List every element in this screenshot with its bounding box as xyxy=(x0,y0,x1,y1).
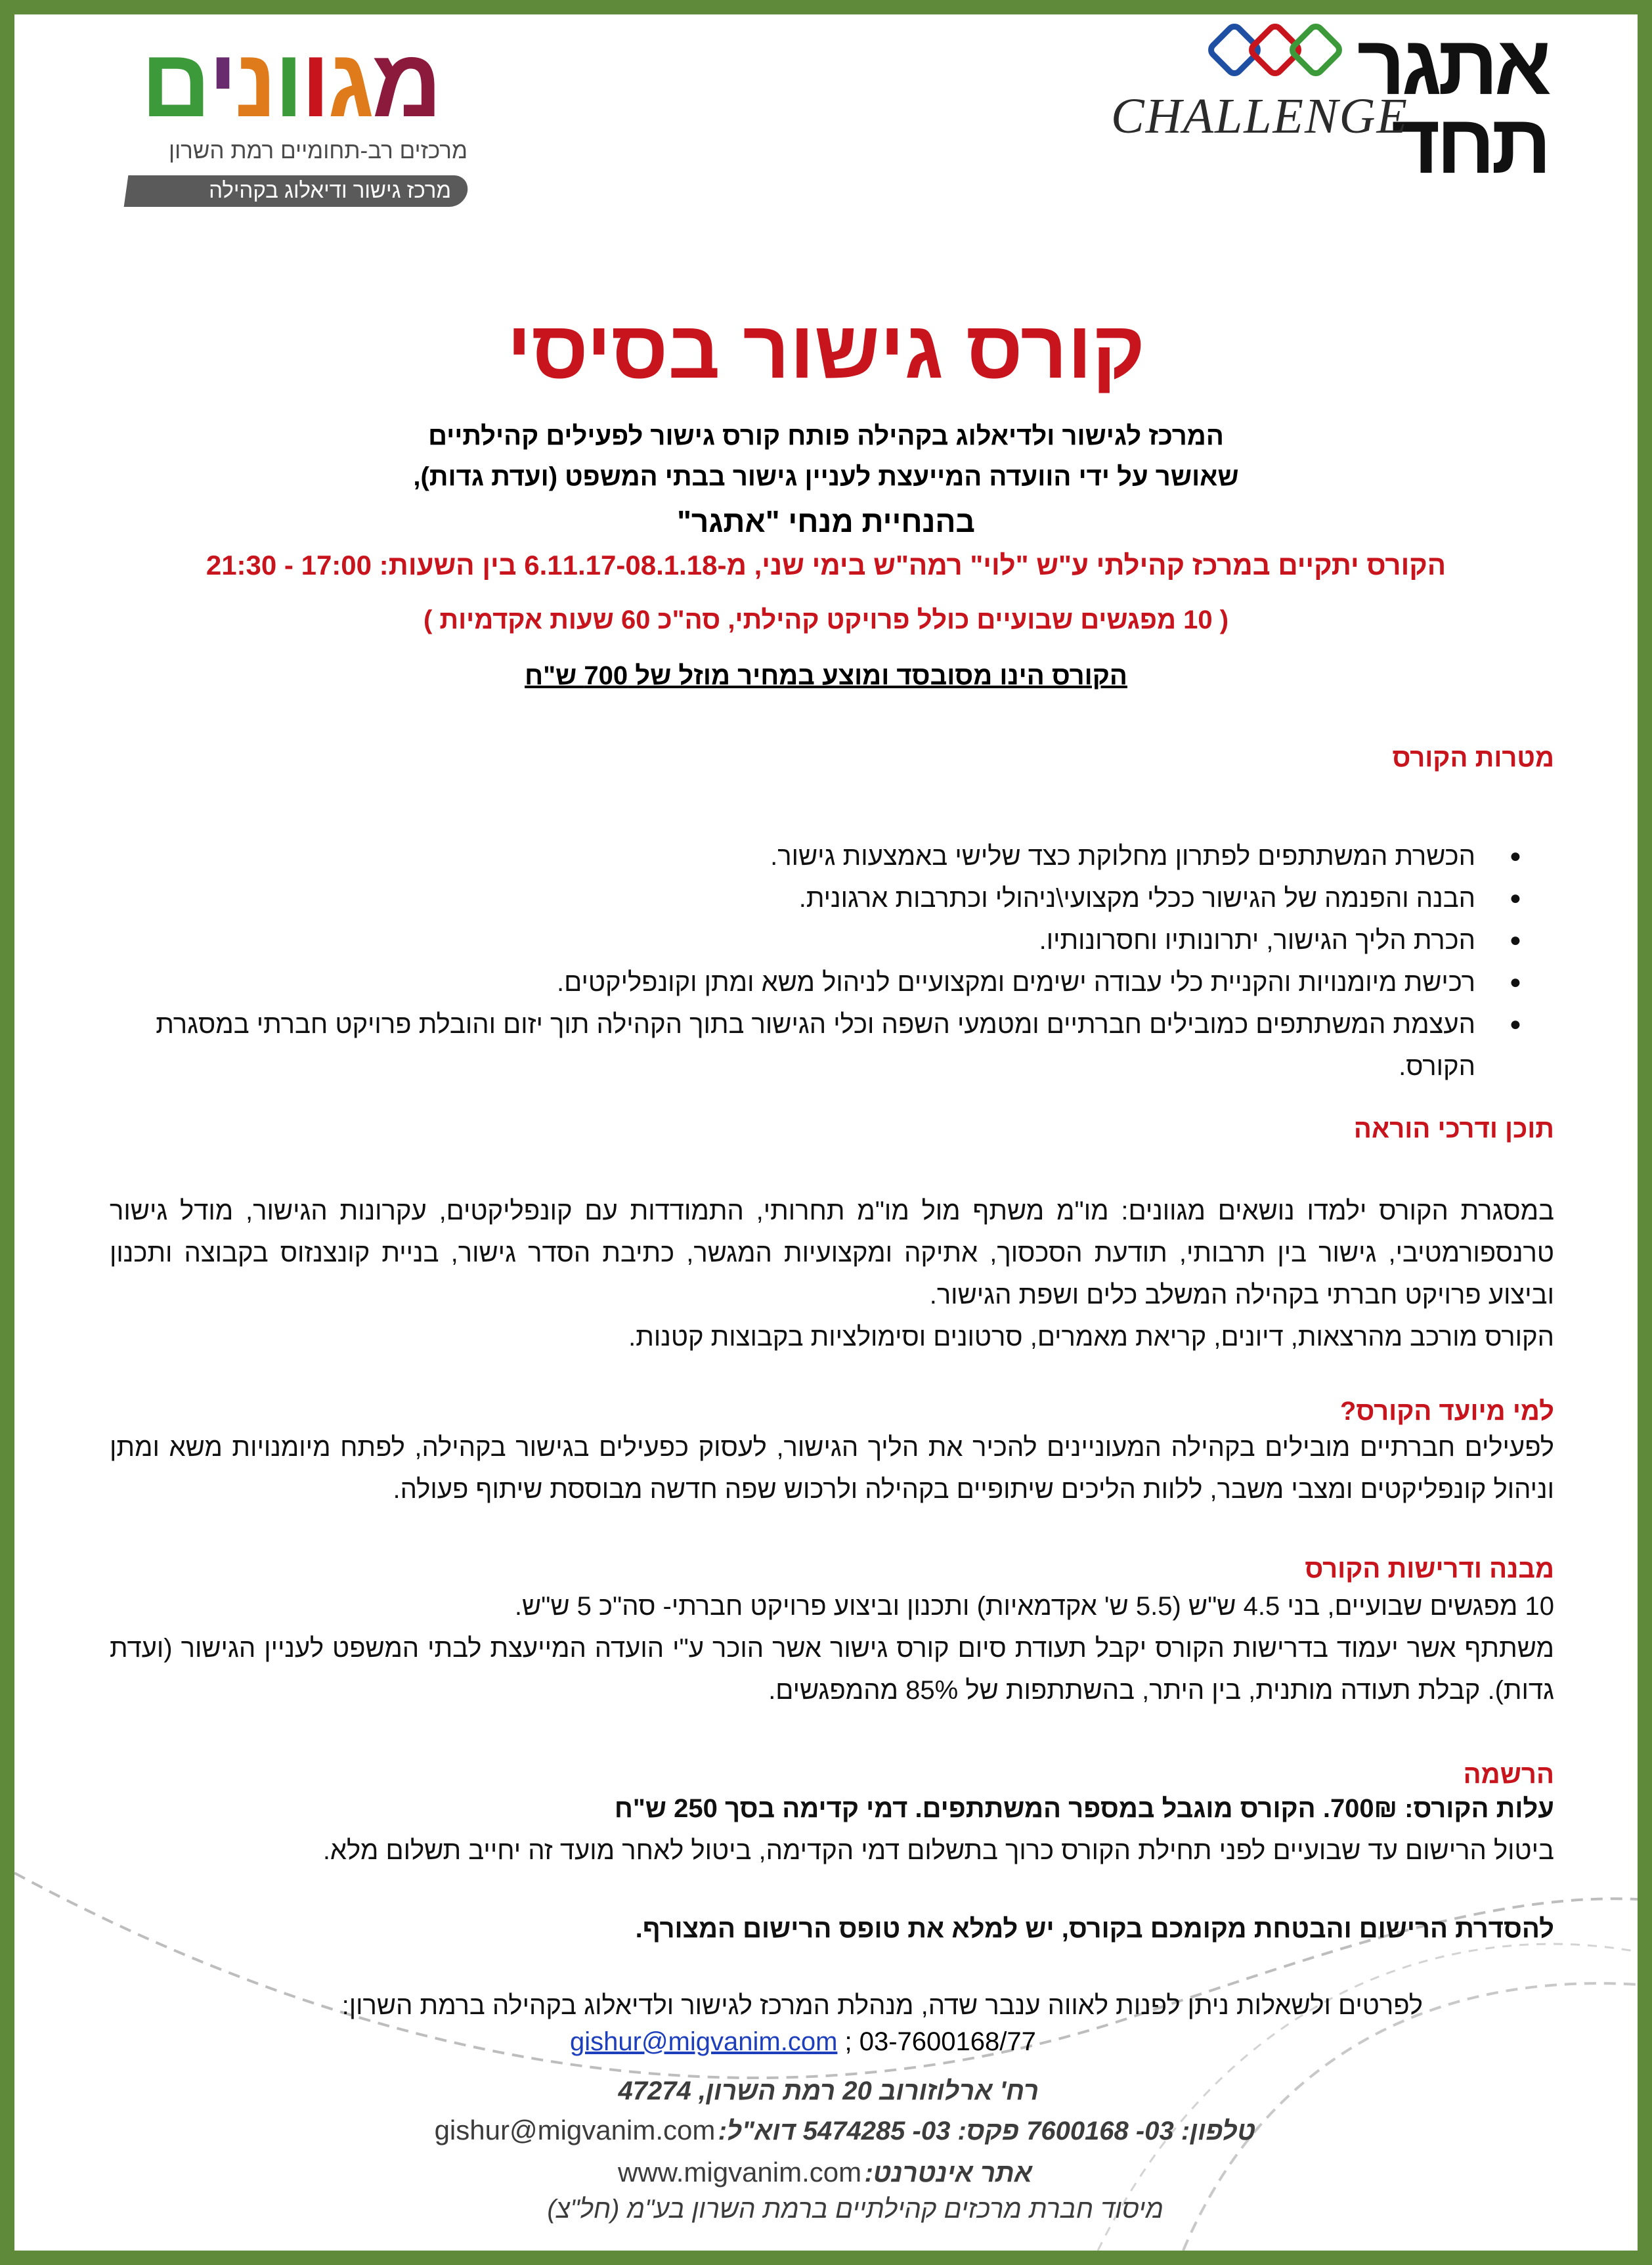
content-title: תוכן ודרכי הוראה xyxy=(1353,1114,1554,1143)
challenge-rings-icon xyxy=(1203,20,1367,85)
registration-cost: עלות הקורס: 700₪. הקורס מוגבל במספר המשתתפים. דמי קדימה בסך 250 ש"ח xyxy=(614,1794,1554,1823)
footer-phones: טלפון: 03- 7600168 פקס: 03- 5474285 דוא"ל: xyxy=(718,2117,1255,2145)
footer-founder: מיסוד חברת מרכזים קהילתיים ברמת השרון בע"מ (חל"צ) xyxy=(547,2195,1163,2224)
intro-line-1: המרכז לגישור ולדיאלוג בקהילה פותח קורס גישור לפעילים קהילתיים xyxy=(428,422,1224,451)
challenge-word: אתגר xyxy=(1357,18,1548,112)
challenge-logo-english: CHALLENGE xyxy=(1111,89,1408,144)
intro-line-3: בהנחיית מנחי "אתגר" xyxy=(677,504,975,539)
goal-item: ● הבנה והפנמה של הגישור ככלי מקצועי\ניהולי וכתרבות ארגונית. xyxy=(110,877,1475,919)
migvanim-tagline: מרכזים רב-תחומיים רמת השרון xyxy=(169,138,467,164)
page-title: קורס גישור בסיסי xyxy=(506,305,1146,395)
registration-call: להסדרת הרישום והבטחת מקומכם בקורס, יש למלא את טופס הרישום המצורף. xyxy=(635,1914,1554,1943)
goals-title: מטרות הקורס xyxy=(1392,743,1554,772)
migvanim-bar-text: מרכז גישור ודיאלוג בקהילה xyxy=(209,178,451,202)
registration-contact: לפרטים ולשאלות ניתן לפנות לאווה ענבר שדה, מנהלת המרכז לגישור ולדיאלוג בקהילה ברמת השרון: xyxy=(341,1991,1423,2020)
intro-line-2: שאושר על ידי הוועדה המייעצת לעניין גישור בבתי המשפט (ועדת גדות), xyxy=(413,462,1239,491)
audience-title: למי מיועד הקורס? xyxy=(1339,1397,1554,1426)
challenge-logo xyxy=(1012,14,1551,191)
content-paragraph: במסגרת הקורס ילמדו נושאים מגוונים: מו"מ משתף מול מו"מ תחרותי, התמודדות עם קונפליקטים, עקרונות הגישור, מודל גישור טרנספורמטיבי, גישור בין תרבותי, תודעת הסכסוך, אתיקה ומקצועיות המגשר, כתיבת הסדר גישור, בניית קונצנזוס בקבוצה ותכנון וביצוע פרויקט חברתי בקהילה המשלב כלים ושפת הגישור. xyxy=(110,1197,1554,1309)
structure-paragraph: משתתף אשר יעמוד בדרישות הקורס יקבל תעודת סיום קורס גישור אשר הוכר ע"י הועדה המייעצת לבתי המשפט לעניין הגישור (ועדת גדות). קבלת תעודה מותנית, בין היתר, בהשתתפות של 85% מהמפגשים. xyxy=(110,1634,1554,1705)
footer-phones-line xyxy=(303,2115,1255,2146)
migvanim-brand: מגוונים xyxy=(141,29,440,137)
goal-item: ● הכרת הליך הגישור, יתרונותיו וחסרונותיו. xyxy=(110,919,1475,961)
structure-line-1: 10 מפגשים שבועיים, בני 4.5 ש"ש (5.5 ש' אקדמאיות) ותכנון וביצוע פרויקט חברתי- סה"כ 5 ש"ש. xyxy=(514,1592,1554,1621)
footer-address: רח' ארלוזורוב 20 רמת השרון, 47274 xyxy=(618,2077,1039,2105)
goals-list xyxy=(110,835,1554,1088)
challenge-word-2: תחד xyxy=(1391,97,1548,191)
footer-site-label: אתר אינטרנט: xyxy=(864,2159,1032,2188)
structure-title: מבנה ודרישות הקורס xyxy=(1305,1554,1554,1583)
document-page xyxy=(14,14,1638,2251)
goal-item: ● העצמת המשתתפים כמובילים חברתיים ומטמעי השפה וכלי הגישור בתוך הקהילה תוך יזום והובלת פרויקט חברתי במסגרת הקורס. xyxy=(110,1003,1475,1088)
audience-paragraph: לפעילים חברתיים מובילים בקהילה המעוניינים להכיר את הליך הגישור, לעסוק כפעילים בגישור בקהילה, לפתח מיומנויות משא ומתן וניהול קונפליקטים ומצבי משבר, ללוות הליכים שיתופיים בקהילה ולרכוש שפה חדשה מבוססת שיתוף פעולה. xyxy=(110,1433,1554,1504)
schedule-line: הקורס יתקיים במרכז קהילתי ע"ש "לוי" רמה"ש בימי שני, מ-6.11.17-08.1.18 בין השעות: 17:00 - 21:30 xyxy=(206,550,1446,581)
registration-title: הרשמה xyxy=(1463,1760,1554,1789)
migvanim-logo xyxy=(113,29,481,218)
footer-site-line xyxy=(540,2157,1032,2188)
goal-item: ● רכישת מיומנויות והקניית כלי עבודה ישימים ומקצועיים לניהול משא ומתן וקונפליקטים. xyxy=(110,961,1475,1003)
registration-cancel: ביטול הרישום עד שבועיים לפני תחילת הקורס כרוך בתשלום דמי הקדימה, ביטול לאחר מועד זה יחייב תשלום מלא. xyxy=(322,1836,1554,1865)
contact-line xyxy=(570,2021,1036,2063)
subsidized-line: הקורס הינו מסובסד ומוצע במחיר מוזל של 700 ש"ח xyxy=(525,661,1127,690)
goal-item: ● הכשרת המשתתפים לפתרון מחלוקת כצד שלישי באמצעות גישור. xyxy=(110,835,1475,877)
meetings-line: ( 10 מפגשים שבועיים כולל פרויקט קהילתי, סה"כ 60 שעות אקדמיות ) xyxy=(423,605,1229,634)
contact-email-link[interactable]: gishur@migvanim.com xyxy=(570,2027,838,2056)
content-paragraph-2: הקורס מורכב מהרצאות, דיונים, קריאת מאמרים, סרטונים וסימולציות בקבוצות קטנות. xyxy=(628,1323,1554,1352)
footer-site[interactable]: www.migvanim.com xyxy=(618,2157,862,2188)
contact-phone: ; 03-7600168/77 xyxy=(837,2027,1036,2056)
footer-email[interactable]: gishur@migvanim.com xyxy=(434,2115,716,2145)
